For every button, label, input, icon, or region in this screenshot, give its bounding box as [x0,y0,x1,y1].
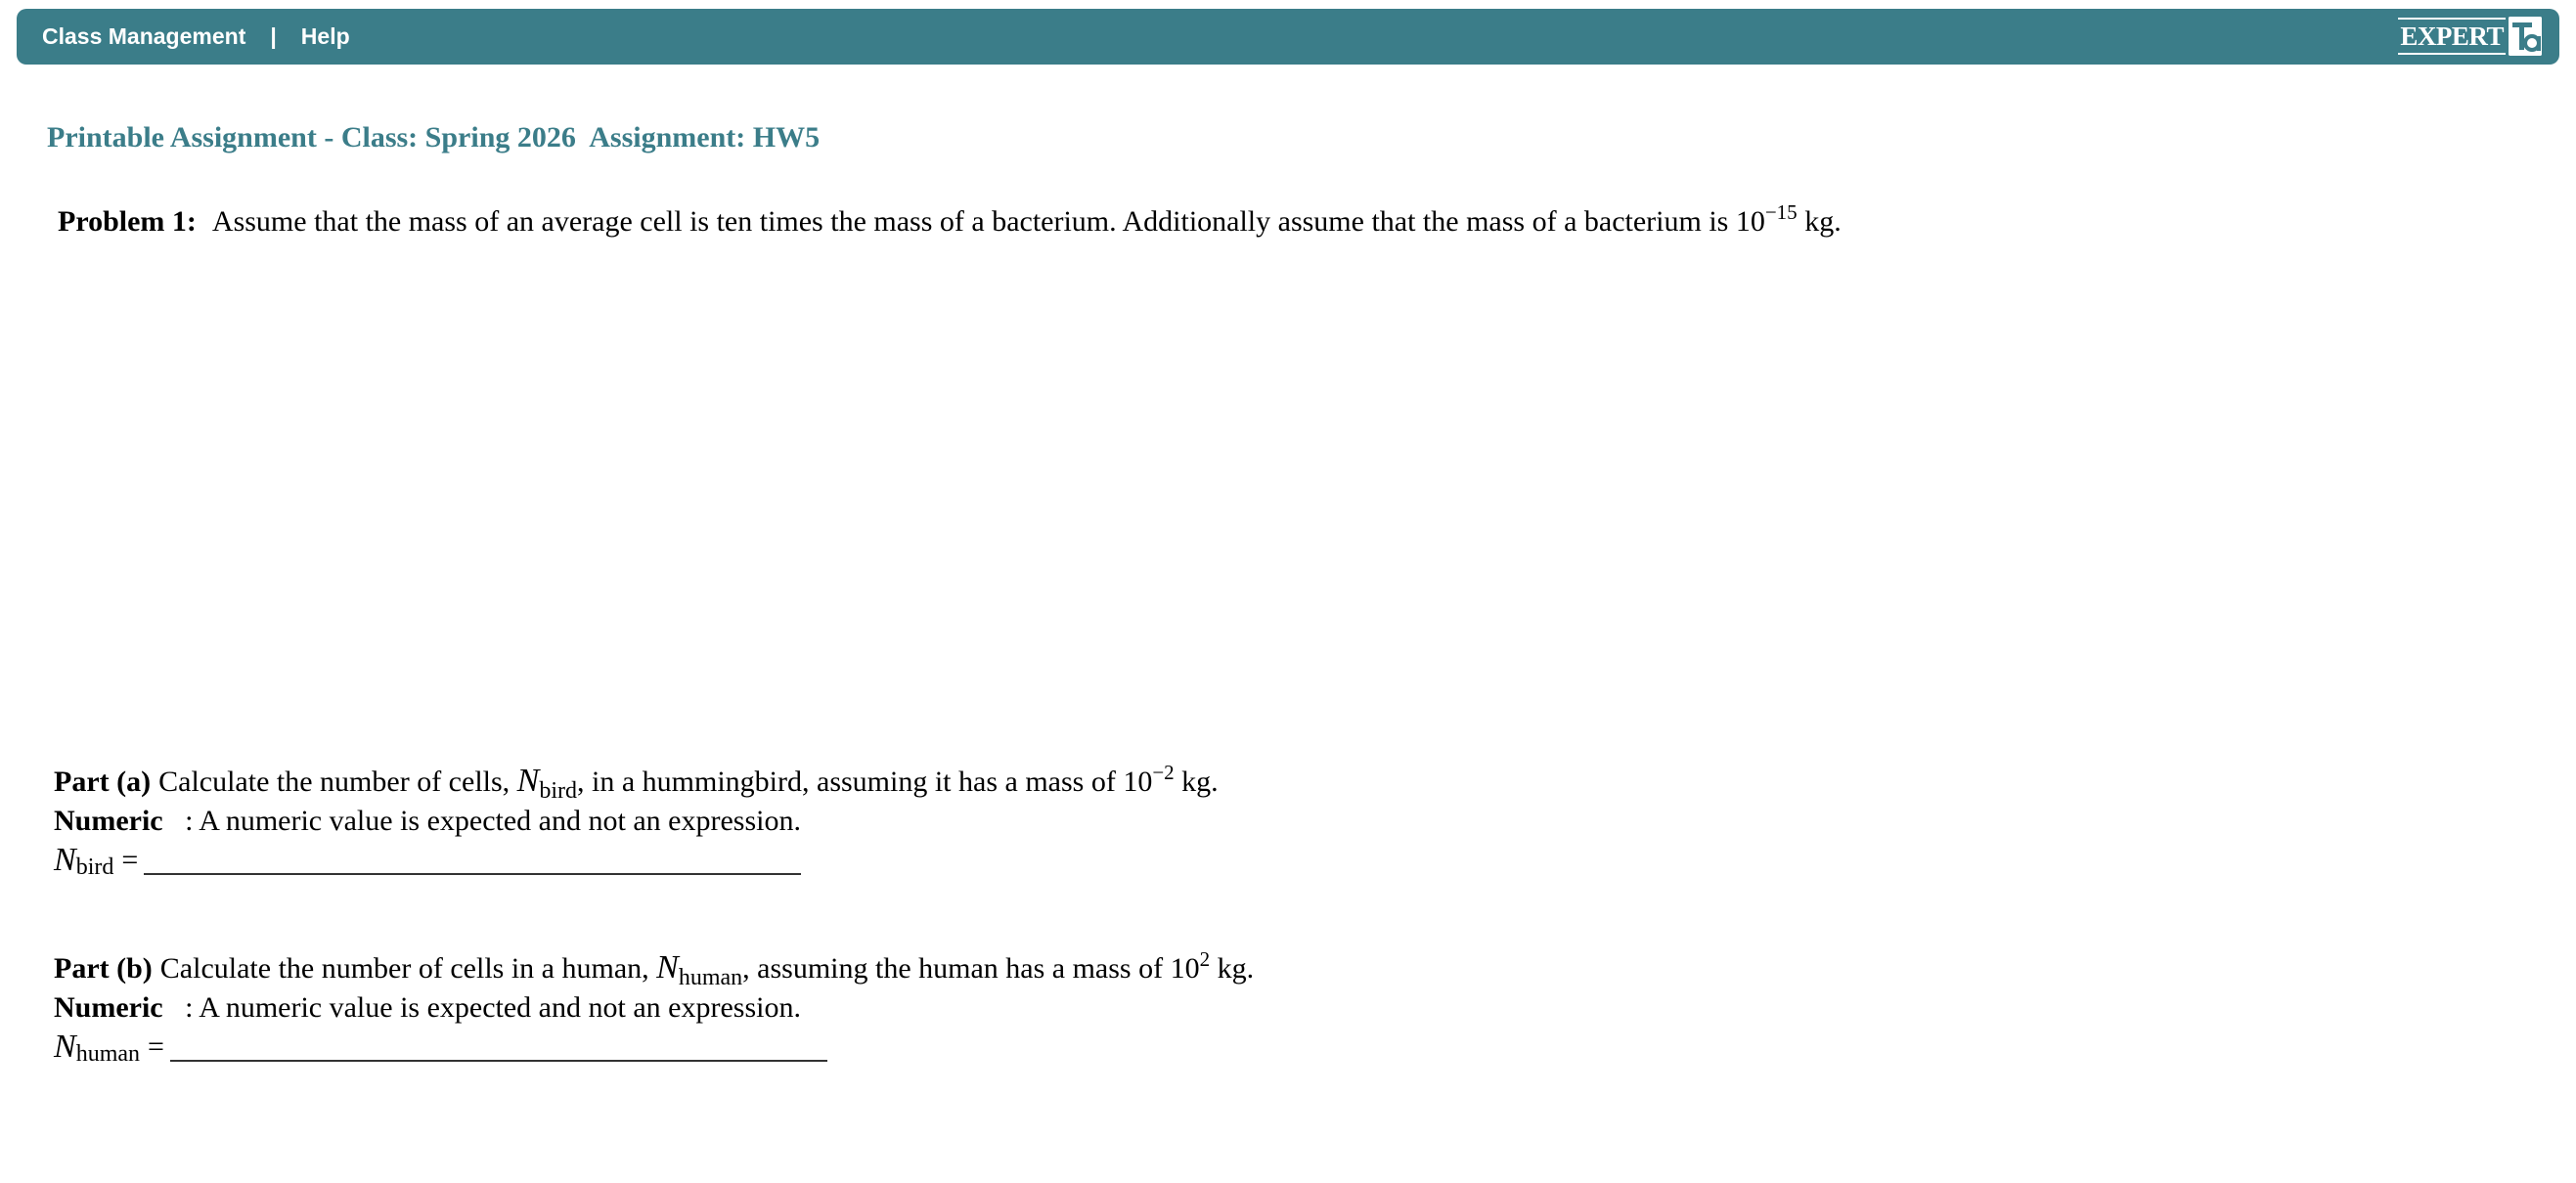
help-link[interactable]: Help [300,23,350,49]
part-a-equals: = [121,844,139,876]
problem-text: Assume that the mass of an average cell is ten times the mass of a bacterium. Additionally assume that the mass of a bacterium is 10 [211,205,1765,238]
expert-ta-logo[interactable] [2398,15,2542,58]
part-b-variable: N [656,949,679,986]
nav-separator: | [270,23,277,49]
logo-mark-icon [2509,17,2542,56]
part-a-question [54,763,1219,803]
top-navigation-bar [17,9,2559,65]
part-a-numeric-note [54,803,1219,840]
ta-mark-icon [2509,17,2542,56]
part-b-equals: = [148,1030,164,1063]
part-a-answer-blank[interactable] [144,848,801,875]
part-a-variable-subscript: bird [539,778,578,804]
part-b [54,949,1254,1066]
part-a-text-before: Calculate the number of cells, [158,766,517,798]
part-b-label: Part (b) [54,952,153,985]
part-a-answer-variable: N [54,842,76,878]
problem-unit: kg. [1797,205,1842,238]
part-b-text-before: Calculate the number of cells in a human, [159,952,657,985]
part-b-text-after: , assuming the human has a mass of 10 [742,952,1200,985]
logo-text: EXPERT [2398,18,2506,55]
part-b-numeric-label: Numeric [54,991,163,1024]
part-a-answer-row [54,840,1219,879]
part-a-numeric-label: Numeric [54,805,163,837]
part-a-answer-subscript: bird [75,854,114,880]
part-b-question [54,949,1254,989]
problem-statement [58,200,1842,239]
part-a-numeric-text: : A numeric value is expected and not an expression. [162,805,801,837]
part-a-label: Part (a) [54,766,152,798]
part-b-numeric-text: : A numeric value is expected and not an expression. [162,991,801,1024]
part-b-answer-variable: N [54,1029,76,1065]
part-b-answer-row [54,1027,1254,1066]
class-management-link[interactable]: Class Management [42,23,246,49]
part-a-variable: N [516,763,540,799]
part-b-unit: kg. [1210,952,1255,985]
part-b-numeric-note [54,989,1254,1027]
part-b-answer-subscript: human [75,1041,141,1067]
problem-label: Problem 1: [58,205,197,238]
part-a-unit: kg. [1174,766,1219,798]
nav-links [42,9,350,65]
part-a [54,763,1219,879]
part-a-exponent: −2 [1152,761,1175,784]
problem-exponent: −15 [1764,200,1798,224]
page-title: Printable Assignment - Class: Spring 2026 Assignment: HW5 [47,121,821,153]
part-b-exponent: 2 [1199,947,1211,971]
part-b-variable-subscript: human [678,965,743,990]
part-a-text-after: , in a hummingbird, assuming it has a mass of 10 [577,766,1153,798]
part-b-answer-blank[interactable] [170,1034,827,1062]
